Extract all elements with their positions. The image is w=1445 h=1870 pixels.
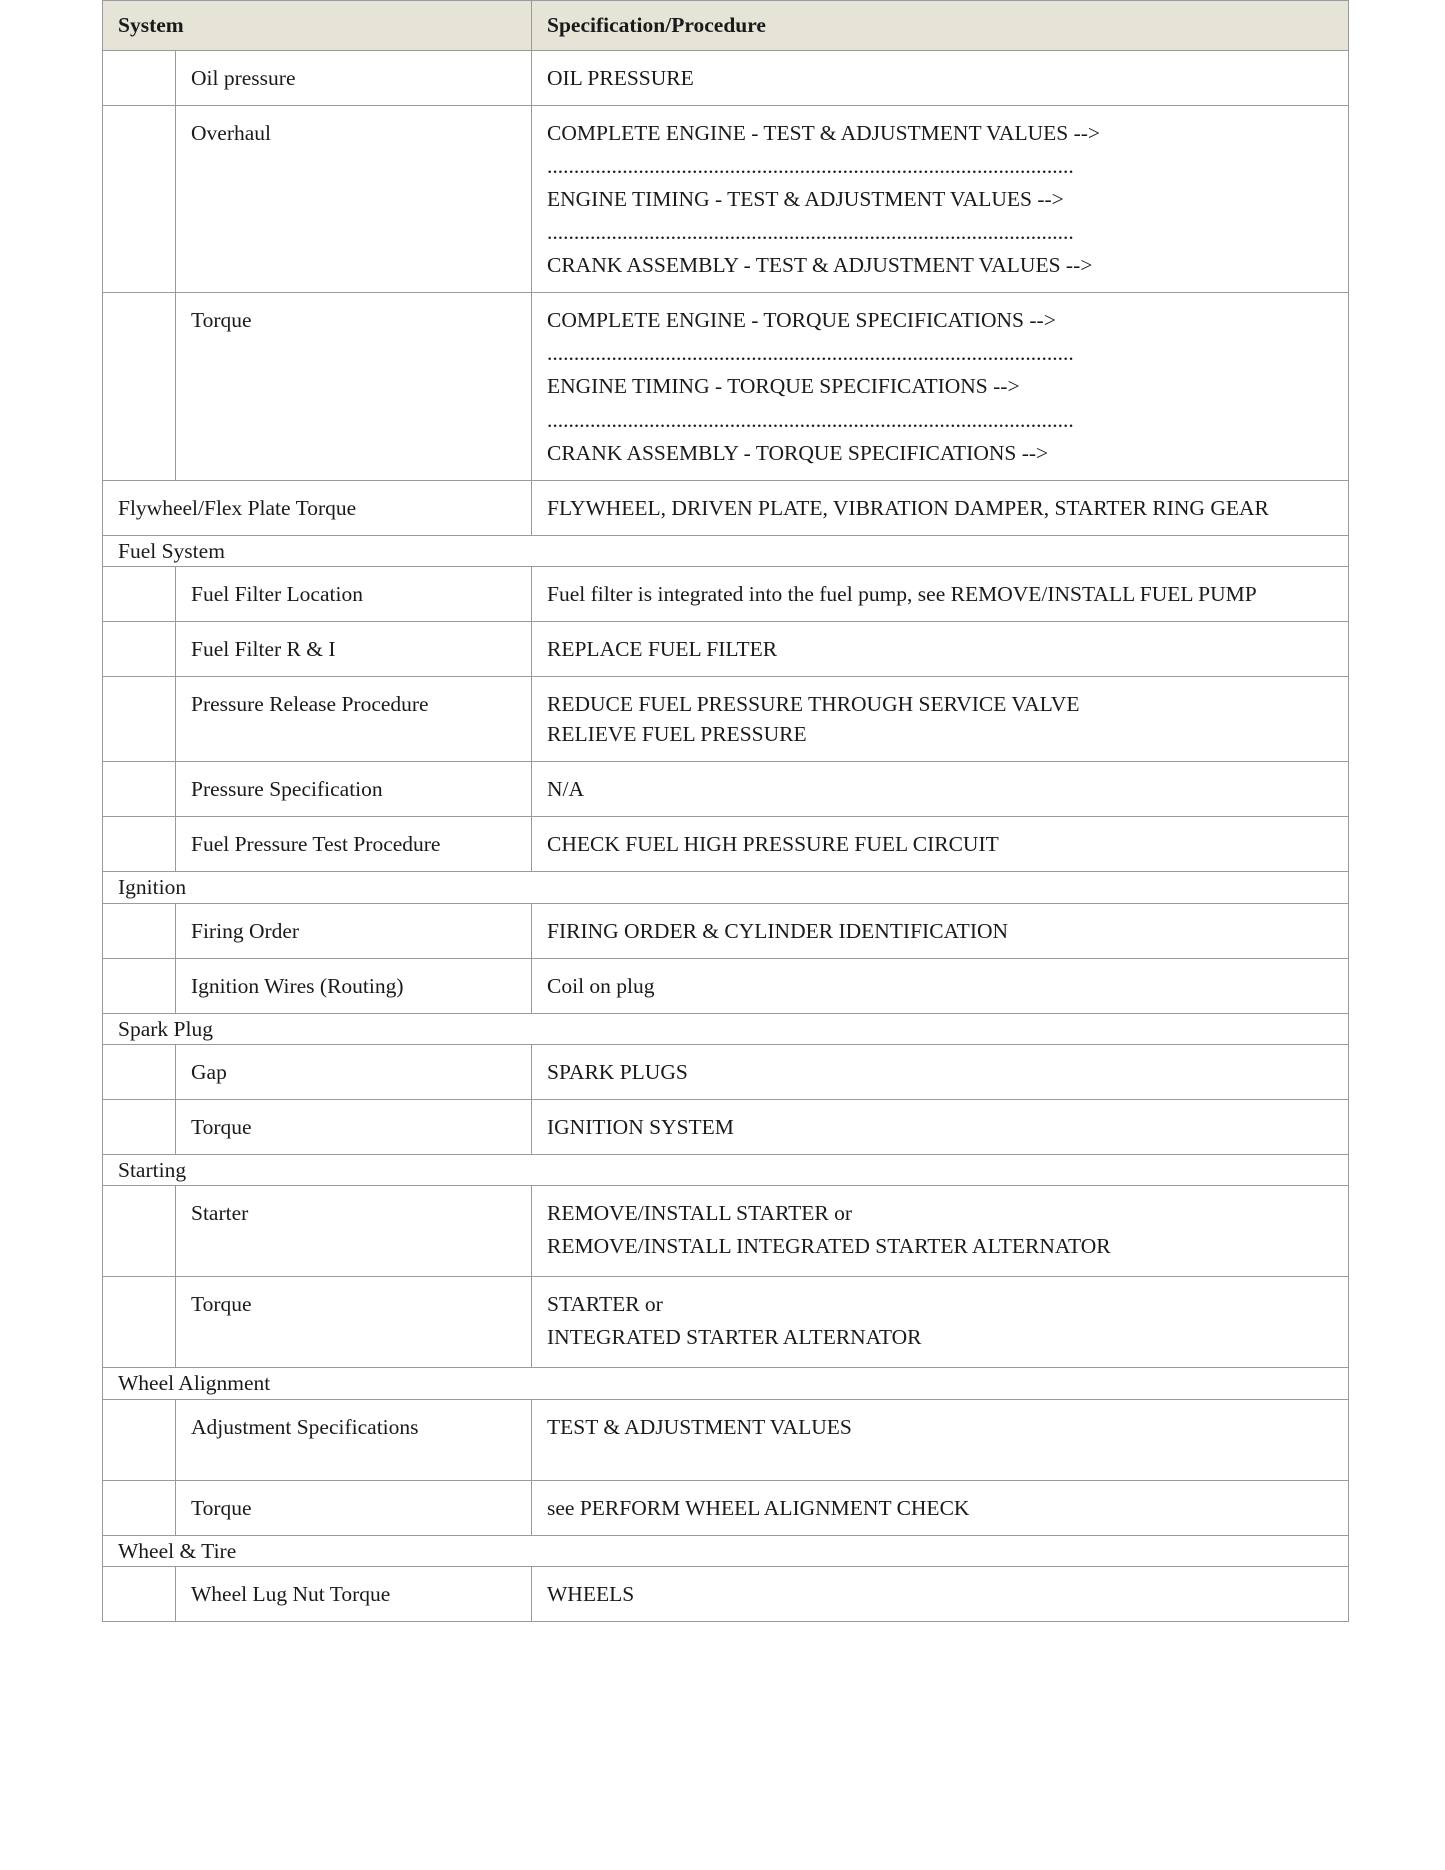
section-title: Fuel System [103,535,1349,566]
specification-table [102,0,1349,1622]
row-spec: IGNITION SYSTEM [532,1099,1349,1154]
table-row [103,958,1349,1013]
table-row [103,480,1349,535]
table-row [103,293,1349,480]
row-spec: SPARK PLUGS [532,1044,1349,1099]
indent-cell [103,677,176,762]
indent-cell [103,762,176,817]
row-spec: CHECK FUEL HIGH PRESSURE FUEL CIRCUIT [532,817,1349,872]
indent-cell [103,293,176,480]
row-spec: WHEELS [532,1566,1349,1621]
row-label: Torque [176,1099,532,1154]
section-title: Starting [103,1154,1349,1185]
section-title: Spark Plug [103,1013,1349,1044]
row-spec: FIRING ORDER & CYLINDER IDENTIFICATION [532,903,1349,958]
indent-cell [103,958,176,1013]
indent-cell [103,817,176,872]
spec-line: ENGINE TIMING - TEST & ADJUSTMENT VALUES --> [547,187,1064,212]
spec-line: CRANK ASSEMBLY - TEST & ADJUSTMENT VALUES --> [547,253,1093,278]
header-system: System [103,1,532,51]
spec-line: STARTER or [547,1292,663,1317]
section-row [103,872,1349,903]
table-row [103,1186,1349,1277]
row-label: Torque [176,293,532,480]
row-label: Gap [176,1044,532,1099]
table-row [103,566,1349,621]
row-spec [532,106,1349,293]
indent-cell [103,51,176,106]
indent-cell [103,1399,176,1480]
dot-leader: .................................................................................................. [547,220,1074,245]
row-label: Fuel Filter R & I [176,621,532,676]
section-row [103,535,1349,566]
row-label: Pressure Release Procedure [176,677,532,762]
indent-cell [103,903,176,958]
indent-cell [103,621,176,676]
indent-cell [103,1277,176,1368]
dot-leader: .................................................................................................. [547,407,1074,432]
row-label: Ignition Wires (Routing) [176,958,532,1013]
row-spec: OIL PRESSURE [532,51,1349,106]
table-row [103,1277,1349,1368]
row-spec [532,293,1349,480]
table-row [103,106,1349,293]
table-row [103,817,1349,872]
row-label: Adjustment Specifications [176,1399,532,1480]
spec-line: INTEGRATED STARTER ALTERNATOR [547,1325,922,1350]
row-spec: FLYWHEEL, DRIVEN PLATE, VIBRATION DAMPER, STARTER RING GEAR [532,480,1349,535]
row-label: Starter [176,1186,532,1277]
row-label: Fuel Filter Location [176,566,532,621]
spec-line: REDUCE FUEL PRESSURE THROUGH SERVICE VALVE [547,692,1080,717]
spec-line: COMPLETE ENGINE - TORQUE SPECIFICATIONS --> [547,308,1056,333]
section-title: Ignition [103,872,1349,903]
indent-cell [103,1480,176,1535]
spec-line: RELIEVE FUEL PRESSURE [547,722,807,747]
table-row [103,762,1349,817]
row-spec: TEST & ADJUSTMENT VALUES [532,1399,1349,1480]
row-label: Pressure Specification [176,762,532,817]
spec-line: REMOVE/INSTALL INTEGRATED STARTER ALTERNATOR [547,1234,1111,1259]
table-row [103,1099,1349,1154]
section-row [103,1013,1349,1044]
spec-line: CRANK ASSEMBLY - TORQUE SPECIFICATIONS --> [547,440,1049,465]
section-title: Wheel & Tire [103,1535,1349,1566]
dot-leader: .................................................................................................. [547,154,1074,179]
row-spec [532,1277,1349,1368]
table-row [103,1399,1349,1480]
table-row [103,621,1349,676]
row-label: Overhaul [176,106,532,293]
row-label: Oil pressure [176,51,532,106]
row-spec [532,677,1349,762]
indent-cell [103,566,176,621]
indent-cell [103,1099,176,1154]
row-spec: see PERFORM WHEEL ALIGNMENT CHECK [532,1480,1349,1535]
section-row [103,1154,1349,1185]
header-spec: Specification/Procedure [532,1,1349,51]
indent-cell [103,106,176,293]
row-spec: Fuel filter is integrated into the fuel pump, see REMOVE/INSTALL FUEL PUMP [532,566,1349,621]
row-spec [532,1186,1349,1277]
row-spec: REPLACE FUEL FILTER [532,621,1349,676]
row-label: Torque [176,1480,532,1535]
spec-line: COMPLETE ENGINE - TEST & ADJUSTMENT VALUES --> [547,121,1101,146]
row-label: Torque [176,1277,532,1368]
table-row [103,51,1349,106]
table-row [103,1480,1349,1535]
dot-leader: .................................................................................................. [547,341,1074,366]
row-spec: N/A [532,762,1349,817]
row-label: Flywheel/Flex Plate Torque [103,480,532,535]
row-label: Fuel Pressure Test Procedure [176,817,532,872]
row-spec: Coil on plug [532,958,1349,1013]
section-row [103,1368,1349,1399]
row-label: Wheel Lug Nut Torque [176,1566,532,1621]
indent-cell [103,1044,176,1099]
indent-cell [103,1186,176,1277]
table-row [103,903,1349,958]
table-header-row [103,1,1349,51]
table-row [103,1566,1349,1621]
row-label: Firing Order [176,903,532,958]
section-title: Wheel Alignment [103,1368,1349,1399]
section-row [103,1535,1349,1566]
table-row [103,1044,1349,1099]
spec-line: ENGINE TIMING - TORQUE SPECIFICATIONS --> [547,374,1020,399]
indent-cell [103,1566,176,1621]
spec-line: REMOVE/INSTALL STARTER or [547,1201,853,1226]
table-row [103,677,1349,762]
